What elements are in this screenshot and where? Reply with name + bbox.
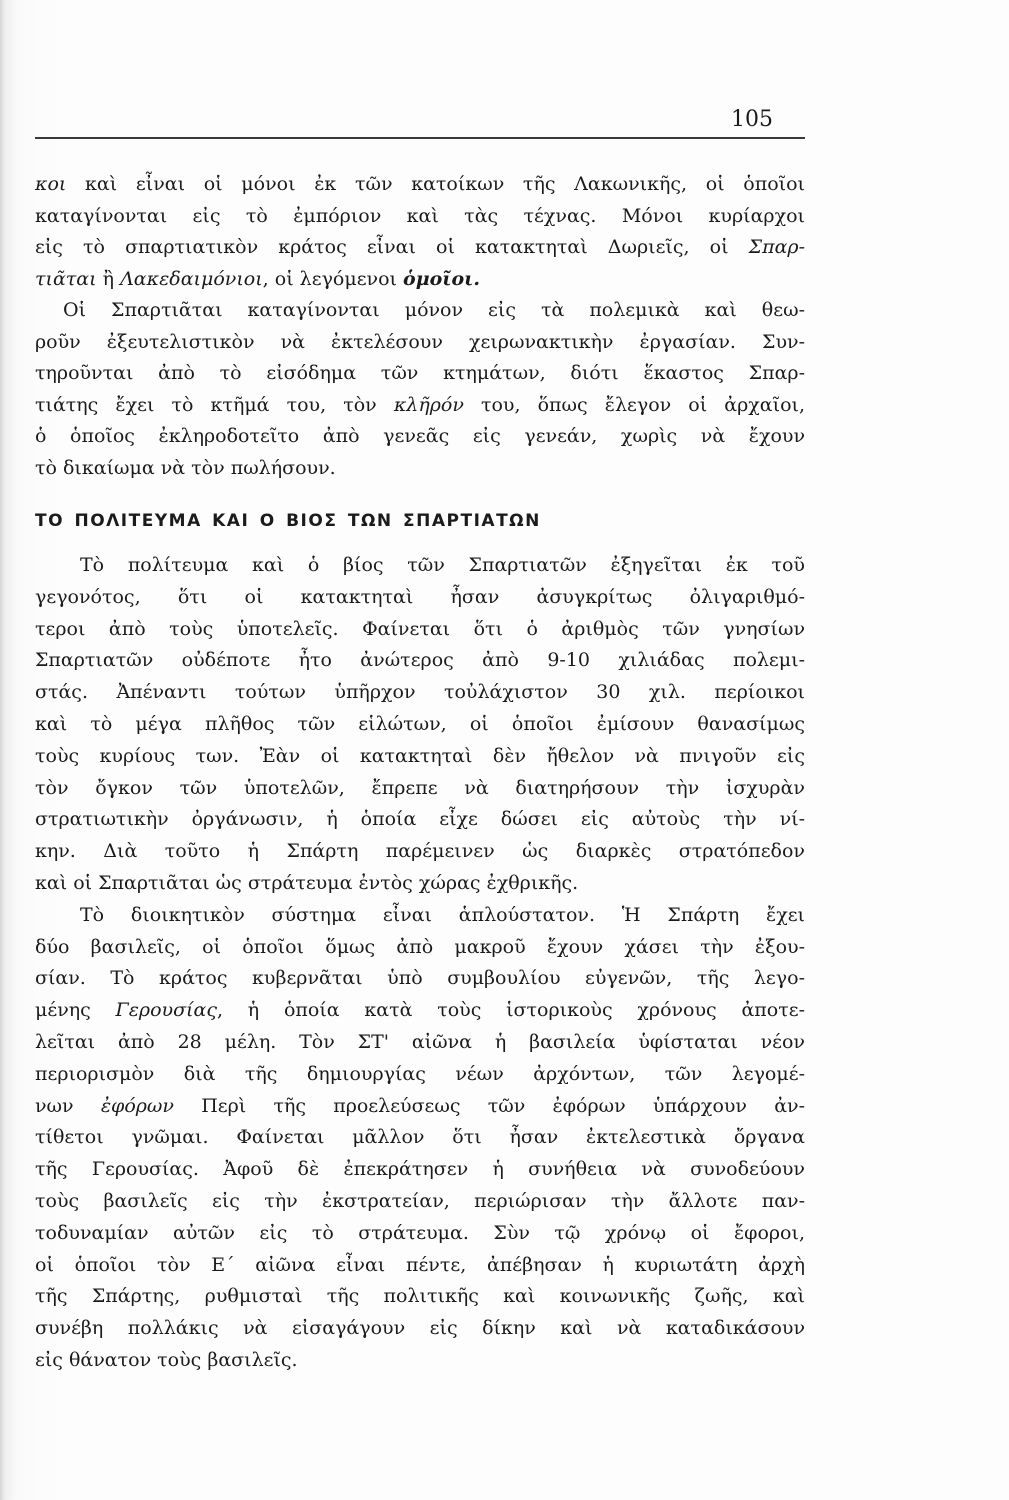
paragraph [35, 900, 805, 1377]
text-line [35, 995, 805, 1027]
section-heading: ΤΟ ΠΟΛΙΤΕΥΜΑ ΚΑΙ Ο ΒΙΟΣ ΤΩΝ ΣΠΑΡΤΙΑΤΩΝ [35, 511, 541, 531]
text-line: τηροῦνται ἀπὸ τὸ εἰσόδημα τῶν κτημάτων, διότι ἕκαστος Σπαρ- [35, 362, 805, 384]
emphasized-term: ὁμοῖοι. [403, 267, 480, 290]
text-run: Περὶ τῆς προελεύσεως τῶν ἐφόρων ὑπάρχουν ἀν- [173, 1094, 806, 1117]
text-line: ροῦν ἐξευτελιστικὸν νὰ ἐκτελέσουν χειρωνακτικὴν ἐργασίαν. Συν- [35, 330, 805, 353]
text-line: τῆς Σπάρτης, ρυθμισταὶ τῆς πολιτικῆς καὶ κοινωνικῆς ζωῆς, καὶ [35, 1285, 805, 1308]
text-line: στάς. Ἀπέναντι τούτων ὑπῆρχον τοὐλάχιστον 30 χιλ. περίοικοι [35, 681, 805, 704]
text-line: εἰς θάνατον τοὺς βασιλεῖς. [35, 1348, 298, 1371]
italic-term: ἐφόρων [100, 1094, 174, 1117]
text-group-after-heading [35, 550, 805, 1377]
text-line: λεῖται ἀπὸ 28 μέλη. Τὸν ΣΤ' αἰῶνα ἡ βασιλεία ὑφίσταται νέον [35, 1030, 805, 1053]
text-line: Σπαρτιατῶν οὐδέποτε ἦτο ἀνώτερος ἀπὸ 9-10 χιλιάδας πολεμι- [35, 649, 805, 672]
italic-term: κοι [35, 173, 67, 195]
text-run: , οἱ λεγόμενοι [262, 267, 404, 290]
text-line: Τὸ πολίτευμα καὶ ὁ βίος τῶν Σπαρτιατῶν ἐξηγεῖται ἐκ τοῦ [80, 554, 805, 576]
italic-term: Γερουσίας [115, 999, 217, 1022]
text-line: ὁ ὁποῖος ἐκληροδοτεῖτο ἀπὸ γενεᾶς εἰς γενεάν, χωρὶς νὰ ἔχουν [35, 425, 805, 447]
text-line: τίθετοι γνῶμαι. Φαίνεται μᾶλλον ὅτι ἦσαν ἐκτελεστικὰ ὄργανα [35, 1126, 805, 1149]
text-line: τὸ δικαίωμα νὰ τὸν πωλήσουν. [35, 456, 336, 479]
text-run: μένης [35, 999, 116, 1022]
text-line: Τὸ διοικητικὸν σύστημα εἶναι ἁπλούστατον. Ἡ Σπάρτη ἔχει [80, 903, 805, 926]
text-line: κην. Διὰ τοῦτο ἡ Σπάρτη παρέμεινεν ὡς διαρκὲς στρατόπεδον [35, 840, 805, 863]
text-line: οἱ ὁποῖοι τὸν Ε΄ αἰῶνα εἶναι πέντε, ἀπέβησαν ἡ κυριωτάτη ἀρχὴ [35, 1253, 805, 1276]
text-group-before-heading [35, 169, 805, 484]
body-text [35, 169, 805, 1377]
text-line: τῆς Γερουσίας. Ἀφοῦ δὲ ἐπεκράτησεν ἡ συνήθεια νὰ συνοδεύουν [35, 1158, 805, 1181]
text-line: τοὺς κυρίους των. Ἐὰν οἱ κατακτηταὶ δὲν ἤθελον νὰ πνιγοῦν εἰς [35, 744, 805, 767]
text-line: δύο βασιλεῖς, οἱ ὁποῖοι ὅμως ἀπὸ μακροῦ ἔχουν χάσει τὴν ἐξου- [35, 935, 805, 958]
text-line [35, 1091, 805, 1123]
text-run: καὶ εἶναι οἱ μόνοι ἐκ τῶν κατοίκων τῆς Λακωνικῆς, οἱ ὁποῖοι [66, 173, 805, 195]
text-line: σίαν. Τὸ κράτος κυβερνᾶται ὑπὸ συμβουλίου εὐγενῶν, τῆς λεγο- [35, 967, 805, 990]
text-run: του, ὅπως ἔλεγον οἱ ἀρχαῖοι, [463, 393, 805, 416]
text-line: τοὺς βασιλεῖς εἰς τὴν ἐκστρατείαν, περιώρισαν τὴν ἄλλοτε παν- [35, 1189, 805, 1212]
italic-term: Σπαρ- [748, 236, 805, 258]
text-line [35, 232, 805, 264]
header-rule [35, 137, 805, 139]
text-line: καὶ οἱ Σπαρτιᾶται ὡς στράτευμα ἐντὸς χώρας ἐχθρικῆς. [35, 871, 579, 894]
text-run: ἢ [96, 267, 121, 290]
text-run: , ἡ ὁποία κατὰ τοὺς ἱστορικοὺς χρόνους ἀποτε- [216, 999, 805, 1022]
italic-term: κλῆρόν [393, 393, 464, 416]
text-line: περιορισμὸν διὰ τῆς δημιουργίας νέων ἀρχόντων, τῶν λεγομέ- [35, 1062, 805, 1085]
text-line: τεροι ἀπὸ τοὺς ὑποτελεῖς. Φαίνεται ὅτι ὁ ἀριθμὸς τῶν γνησίων [35, 617, 805, 640]
text-run: τιάτης ἔχει τὸ κτῆμά του, τὸν [35, 393, 394, 416]
text-line: συνέβη πολλάκις νὰ εἰσαγάγουν εἰς δίκην καὶ νὰ καταδικάσουν [35, 1317, 805, 1340]
italic-term: τιᾶται [35, 267, 97, 290]
text-line: Οἱ Σπαρτιᾶται καταγίνονται μόνον εἰς τὰ πολεμικὰ καὶ θεω- [63, 299, 805, 321]
text-line [35, 264, 805, 296]
text-line: γεγονότος, ὅτι οἱ κατακτηταὶ ἦσαν ἀσυγκρίτως ὀλιγαριθμό- [35, 585, 805, 608]
text-line: στρατιωτικὴν ὀργάνωσιν, ἡ ὁποία εἶχε δώσει εἰς αὐτοὺς τὴν νί- [35, 808, 805, 831]
text-line [35, 169, 805, 201]
text-line [35, 390, 805, 422]
text-line: τοδυναμίαν αὐτῶν εἰς τὸ στράτευμα. Σὺν τῷ χρόνῳ οἱ ἔφοροι, [35, 1221, 805, 1244]
paragraph [35, 169, 805, 295]
page-number: 105 [731, 107, 773, 132]
paragraph [35, 550, 805, 900]
text-line: καταγίνονται εἰς τὸ ἐμπόριον καὶ τὰς τέχνας. Μόνοι κυρίαρχοι [35, 204, 805, 227]
text-line: τὸν ὄγκον τῶν ὑποτελῶν, ἔπρεπε νὰ διατηρήσουν τὴν ἰσχυρὰν [35, 776, 805, 799]
italic-term: Λακεδαιμόνιοι [120, 267, 263, 290]
text-line: καὶ τὸ μέγα πλῆθος τῶν εἱλώτων, οἱ ὁποῖοι ἐμίσουν θανασίμως [35, 712, 805, 735]
paragraph [35, 295, 805, 484]
text-run: νων [35, 1094, 101, 1117]
text-run: εἰς τὸ σπαρτιατικὸν κράτος εἶναι οἱ κατακτηταὶ Δωριεῖς, οἱ [35, 236, 749, 258]
